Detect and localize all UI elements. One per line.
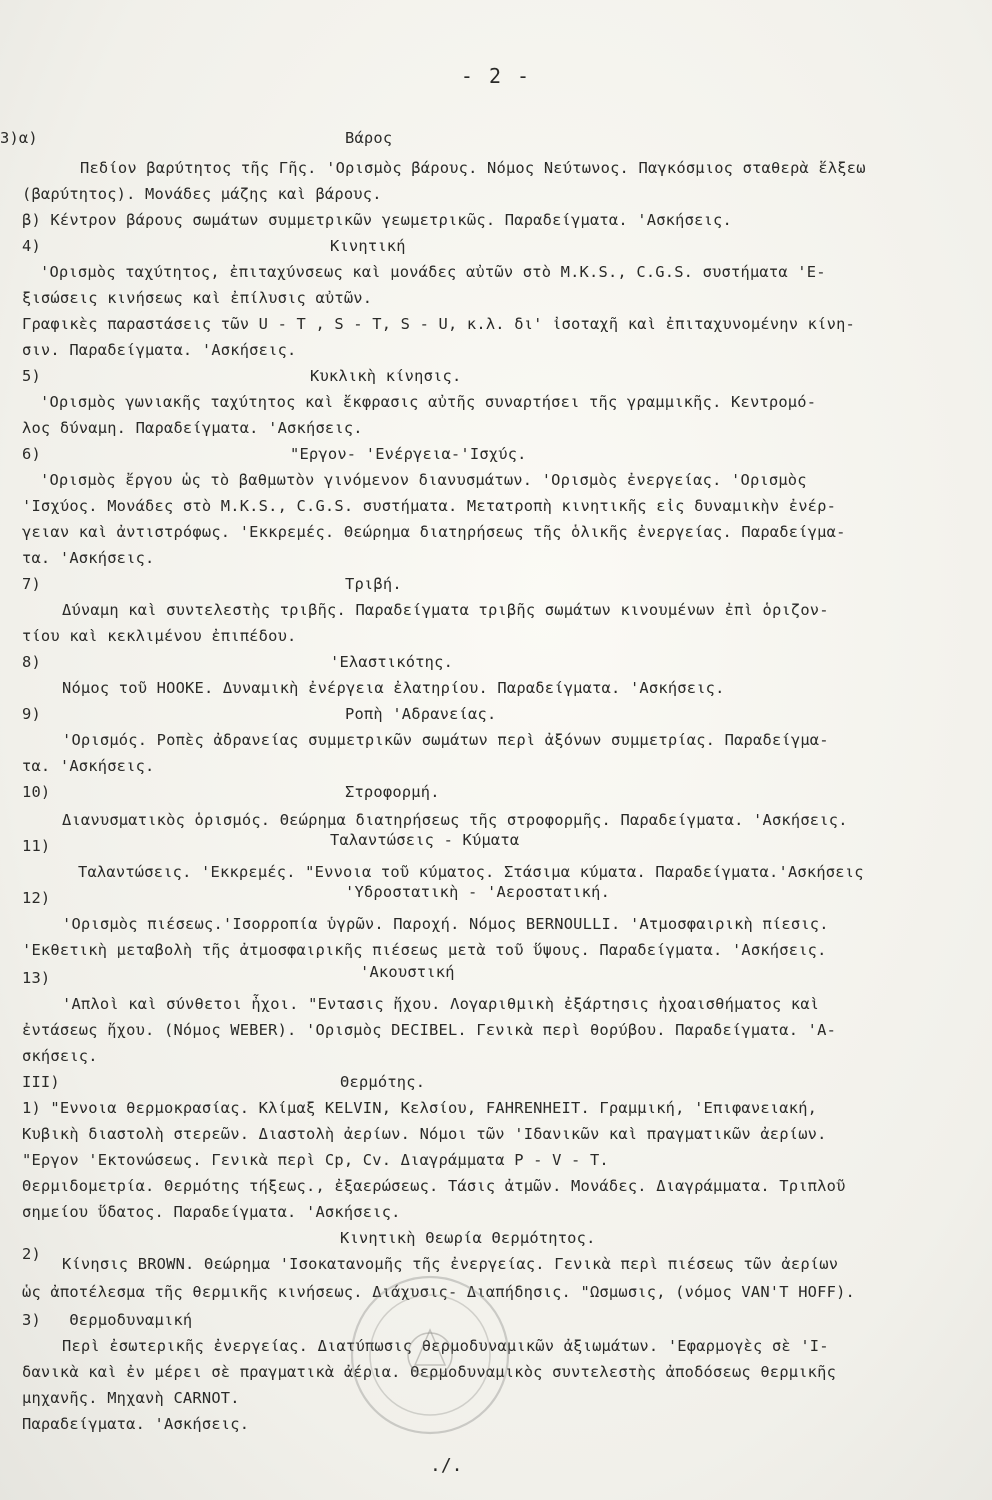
text-line: Κυβικὴ διαστολὴ στερεῶν. Διαστολὴ ἀερίων. Νόμοι τῶν 'Ιδανικῶν καὶ πραγματικῶν ἀερίων.	[22, 1125, 827, 1143]
text-line: δανικὰ καὶ ἐν μέρει σὲ πραγματικὰ ἀέρια. Θερμοδυναμικὸς συντελεστὴς ἀποδόσεως θερμικῆς	[22, 1363, 837, 1381]
text-line: 5)	[22, 367, 41, 385]
text-line: σκήσεις.	[22, 1047, 98, 1065]
text-line: Παραδείγματα. 'Ασκήσεις.	[22, 1415, 250, 1433]
text-line: τα. 'Ασκήσεις.	[22, 757, 155, 775]
text-line: Περὶ ἐσωτερικῆς ἐνεργείας. Διατύπωσις θερμοδυναμικῶν ἀξιωμάτων. 'Εφαρμογὲς σὲ 'Ι-	[62, 1337, 829, 1355]
text-line: Στροφορμή.	[345, 783, 440, 801]
text-line: 'Ορισμὸς γωνιακῆς ταχύτητος καὶ ἔκφρασις αὐτῆς συναρτήσει τῆς γραμμικῆς. Κεντρομό-	[40, 393, 817, 411]
official-stamp-seal	[345, 1270, 515, 1440]
text-line: Θερμιδομετρία. Θερμότης τήξεως., ἐξαερώσεως. Τάσις ἀτμῶν. Μονάδες. Διαγράμματα. Τριπλοῦ	[22, 1177, 846, 1195]
text-line: Δύναμη καὶ συντελεστὴς τριβῆς. Παραδείγματα τριβῆς σωμάτων κινουμένων ἐπὶ ὁριζον-	[62, 601, 829, 619]
text-line: Βάρος	[345, 129, 393, 147]
text-line: σιν. Παραδείγματα. 'Ασκήσεις.	[22, 341, 297, 359]
text-line: λος δύναμη. Παραδείγματα. 'Ασκήσεις.	[22, 419, 363, 437]
text-line: 8)	[22, 653, 41, 671]
text-line: 'Ορισμὸς ἔργου ὡς τὸ βαθμωτὸν γινόμενον διανυσμάτων. 'Ορισμὸς ἐνεργείας. 'Ορισμὸς	[40, 471, 807, 489]
text-line: 'Υδροστατικὴ - 'Αεροστατική.	[345, 883, 611, 901]
text-line: ὡς ἀποτέλεσμα τῆς θερμικῆς κινήσεως. Διάχυσις- Διαπήδησις. "Ωσμωσις, (νόμος VAN'T HOFF).	[22, 1283, 856, 1301]
text-line: Ταλαντώσεις. 'Εκκρεμές. "Εννοια τοῦ κύματος. Στάσιμα κύματα. Παραδείγματα.'Ασκήσεις	[78, 863, 864, 881]
text-line: Κίνησις BROWN. Θεώρημα 'Ισοκατανομῆς τῆς ἐνεργείας. Γενικὰ περὶ πιέσεως τῶν ἀερίων	[62, 1255, 839, 1273]
text-line: σημείου ὕδατος. Παραδείγματα. 'Ασκήσεις.	[22, 1203, 401, 1221]
text-line: 7)	[22, 575, 41, 593]
text-line: ἐντάσεως ἤχου. (Νόμος WEBER). 'Ορισμὸς DECIBEL. Γενικὰ περὶ θορύβου. Παραδείγματα. 'Α-	[22, 1021, 837, 1039]
text-line: Κυκλικὴ κίνησις.	[310, 367, 462, 385]
text-line: 6)	[22, 445, 41, 463]
text-line: τα. 'Ασκήσεις.	[22, 549, 155, 567]
text-line: ξισώσεις κινήσεως καὶ ἐπίλυσις αὐτῶν.	[22, 289, 373, 307]
text-line: 11)	[22, 837, 51, 855]
text-line: Ροπὴ 'Αδρανείας.	[345, 705, 497, 723]
text-line: III)	[22, 1073, 60, 1091]
text-line: Θερμότης.	[340, 1073, 426, 1091]
text-line: Νόμος τοῦ HOOKE. Δυναμικὴ ἐνέργεια ἐλατηρίου. Παραδείγματα. 'Ασκήσεις.	[62, 679, 725, 697]
text-line: 3)α)	[0, 129, 38, 147]
text-line: 4)	[22, 237, 41, 255]
text-line: 'Ορισμὸς ταχύτητος, ἐπιταχύνσεως καὶ μονάδες αὐτῶν στὸ M.K.S., C.G.S. συστήματα 'Ε-	[40, 263, 826, 281]
text-line: Κινητικὴ Θεωρία Θερμότητος.	[340, 1229, 596, 1247]
text-line: 'Εκθετικὴ μεταβολὴ τῆς ἀτμοσφαιρικῆς πιέσεως μετὰ τοῦ ὕψους. Παραδείγματα. 'Ασκήσεις.	[22, 941, 827, 959]
text-line: Ταλαντώσεις - Κύματα	[330, 831, 520, 849]
text-line: 13)	[22, 969, 51, 987]
text-line: τίου καὶ κεκλιμένου ἐπιπέδου.	[22, 627, 297, 645]
text-line: 3) Θερμοδυναμική	[22, 1311, 193, 1329]
text-line: 10)	[22, 783, 51, 801]
text-line: 9)	[22, 705, 41, 723]
text-line: 'Απλοὶ καὶ σύνθετοι ἦχοι. "Εντασις ἤχου. Λογαριθμικὴ ἐξάρτησις ἠχοαισθήματος καὶ	[62, 995, 820, 1013]
text-line: 'Ορισμὸς πιέσεως.'Ισορροπία ὑγρῶν. Παροχή. Νόμος BERNOULLI. 'Ατμοσφαιρικὴ πίεσις.	[62, 915, 829, 933]
text-line: μηχανῆς. Μηχανὴ CARNOT.	[22, 1389, 240, 1407]
text-line: "Εργον 'Εκτονώσεως. Γενικὰ περὶ Cp, Cv. Διαγράμματα P - V - T.	[22, 1151, 609, 1169]
text-line: "Εργον- 'Ενέργεια-'Ισχύς.	[290, 445, 527, 463]
text-line: Κινητική	[330, 237, 406, 255]
text-line: 'Ισχύος. Μονάδες στὸ M.K.S., C.G.S. συστήματα. Μετατροπὴ κινητικῆς εἰς δυναμικὴν ἐνέρ-	[22, 497, 837, 515]
text-line: Γραφικὲς παραστάσεις τῶν U - T , S - T, S - U, κ.λ. δι' ἰσοταχῆ καὶ ἐπιταχυνομένην κίνη-	[22, 315, 856, 333]
text-line: β) Κέντρον βάρους σωμάτων συμμετρικῶν γεωμετρικῶς. Παραδείγματα. 'Ασκήσεις.	[22, 211, 732, 229]
page-number: - 2 -	[460, 64, 532, 88]
text-line: 1) "Εννοια θερμοκρασίας. Κλίμαξ KELVIN, Κελσίου, FAHRENHEIT. Γραμμική, 'Επιφανειακή,	[22, 1099, 818, 1117]
text-line: 'Ακουστική	[360, 963, 455, 981]
text-line: 'Ορισμός. Ροπὲς ἀδρανείας συμμετρικῶν σωμάτων περὶ ἀξόνων συμμετρίας. Παραδείγμα-	[62, 731, 829, 749]
text-line: (βαρύτητος). Μονάδες μάζης καὶ βάρους.	[22, 185, 382, 203]
text-line: Διανυσματικὸς ὁρισμός. Θεώρημα διατηρήσεως τῆς στροφορμῆς. Παραδείγματα. 'Ασκήσεις.	[62, 811, 848, 829]
end-mark: ./.	[430, 1455, 463, 1476]
text-line: 12)	[22, 889, 51, 907]
text-line: 'Ελαστικότης.	[330, 653, 454, 671]
text-line: γειαν καὶ ἀντιστρόφως. 'Εκκρεμές. Θεώρημα διατηρήσεως τῆς ὁλικῆς ἐνεργείας. Παραδείγμα-	[22, 523, 846, 541]
text-line: Τριβή.	[345, 575, 402, 593]
text-line: Πεδίον βαρύτητος τῆς Γῆς. 'Ορισμὸς βάρους. Νόμος Νεύτωνος. Παγκόσμιος σταθερὰ ἕλξεω	[80, 159, 866, 177]
text-line: 2)	[22, 1245, 41, 1263]
